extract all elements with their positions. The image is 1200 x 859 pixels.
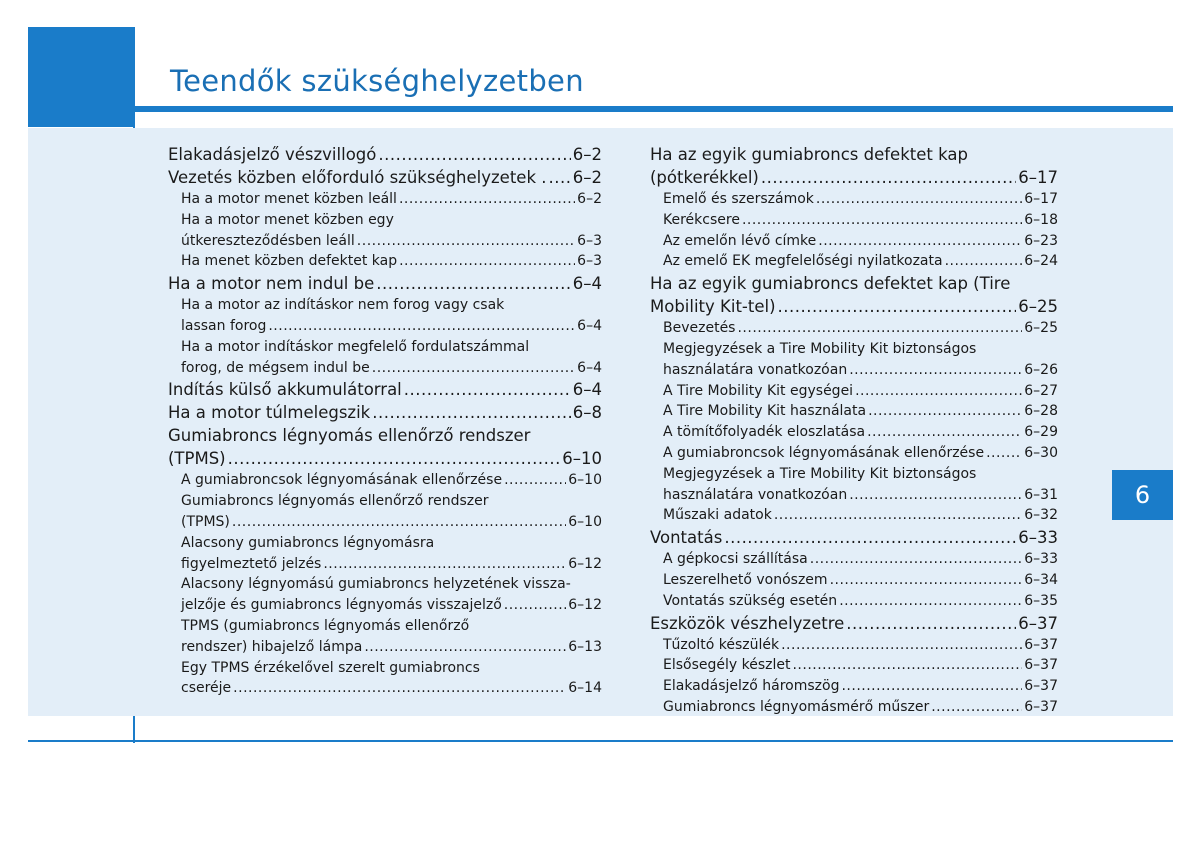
dot-leader [399,189,575,210]
dot-leader [233,678,566,699]
dot-leader [724,526,1016,549]
toc-entry-text: A gumiabroncsok légnyomásának ellenőrzése [663,444,985,461]
toc-entry-text: (pótkerékkel) [650,168,759,187]
toc-entry-text: (TPMS) [168,449,226,469]
toc-entry-text: Leszerelhető vonószem [663,571,828,588]
toc-page-number: 6–37 [1024,657,1058,674]
dot-leader [841,676,1022,697]
toc-entry-text: Megjegyzések a Tire Mobility Kit biztonságos [663,340,977,357]
dot-leader [268,316,575,337]
toc-entry-text: Egy TPMS érzékelővel szerelt gumiabroncs [181,659,480,676]
toc-subentry[interactable] [650,443,1058,464]
toc-entry[interactable] [168,424,602,470]
toc-entry-text: Megjegyzések a Tire Mobility Kit biztonságos [663,465,977,482]
toc-entry-text: Alacsony légnyomású gumiabroncs helyzetének vissza- [181,576,571,593]
dot-leader [855,381,1022,402]
toc-subentry[interactable] [168,470,602,491]
toc-entry-text: A tömítőfolyadék eloszlatása [663,424,866,441]
toc-entry-text: használatára vonatkozóan [663,361,848,378]
dot-leader [846,612,1016,635]
toc-subentry[interactable] [650,549,1058,570]
toc-entry-text: Vezetés közben előforduló szükséghelyzetek . [168,168,547,187]
toc-entry[interactable] [650,143,1058,189]
toc-entry-text: rendszer) hibajelző lámpa [181,638,363,655]
toc-page-number: 6–37 [1024,698,1058,715]
toc-entry-text: Ha a motor menet közben leáll [181,191,397,207]
toc-page-number: 6–4 [572,380,602,400]
toc-entry-text: lassan forog [181,317,267,334]
toc-entry[interactable] [168,272,602,295]
dot-leader [549,166,571,189]
bottom-rule [28,740,1173,742]
toc-subentry[interactable] [168,574,602,616]
toc-page-number: 6–33 [1018,528,1058,548]
toc-page-number: 6–27 [1024,382,1058,399]
toc-page-number: 6–12 [568,555,602,572]
toc-page-number: 6–12 [568,597,602,614]
dot-leader [761,166,1016,189]
toc-page-number: 6–34 [1024,571,1058,588]
dot-leader [849,360,1022,381]
dot-leader [323,554,566,575]
dot-leader [867,422,1022,443]
toc-entry-text: Az emelőn lévő címke [663,232,817,249]
toc-page-number: 6–10 [562,449,602,469]
toc-page-number: 6–4 [572,274,602,294]
toc-entry-text: Kerékcsere [663,211,740,228]
dot-leader [504,595,566,616]
dot-leader [232,512,566,533]
toc-entry-text: jelzője és gumiabroncs légnyomás visszajelző [181,597,502,614]
title-underline [135,106,1173,112]
dot-leader [792,655,1022,676]
toc-page-number: 6–8 [572,403,602,423]
toc-entry-text: Gumiabroncs légnyomásmérő műszer [663,698,930,715]
dot-leader [781,635,1022,656]
toc-entry[interactable] [168,378,602,401]
toc-subentry[interactable] [168,251,602,272]
toc-subentry[interactable] [168,533,602,575]
toc-entry-text: Az emelő EK megfelelőségi nyilatkozata [663,253,943,270]
toc-subentry[interactable] [650,401,1058,422]
toc-page-number: 6–37 [1018,613,1058,633]
dot-leader [504,470,566,491]
toc-entry-text: A gumiabroncsok légnyomásának ellenőrzése [181,472,503,489]
toc-entry-text: Bevezetés [663,320,736,337]
toc-entry[interactable] [650,272,1058,318]
toc-subentry[interactable] [650,635,1058,656]
toc-entry-text: Elsősegély készlet [663,657,791,674]
toc-entry-text: Alacsony gumiabroncs légnyomásra [181,534,435,551]
toc-subentry[interactable] [650,422,1058,443]
toc-page-number: 6–24 [1024,253,1058,270]
toc-subentry[interactable] [650,381,1058,402]
toc-page-number: 6–31 [1024,486,1058,503]
toc-subentry[interactable] [650,505,1058,526]
toc-page-number: 6–3 [577,232,602,249]
toc-page-number: 6–17 [1018,168,1058,187]
toc-subentry[interactable] [650,210,1058,231]
toc-page-number: 6–35 [1024,592,1058,609]
toc-entry-text: Elakadásjelző vészvillogó [168,145,377,164]
toc-page-number: 6–10 [568,513,602,530]
dot-leader [986,443,1022,464]
toc-subentry[interactable] [650,676,1058,697]
page-title: Teendők szükséghelyzetben [170,64,584,98]
toc-column-left [168,143,602,699]
toc-entry-text: Ha a motor az indításkor nem forog vagy csak [181,297,505,314]
toc-subentry[interactable] [650,655,1058,676]
toc-page-number: 6–29 [1024,424,1058,441]
dot-leader [830,570,1023,591]
dot-leader [839,591,1022,612]
toc-entry-text: Ha az egyik gumiabroncs defektet kap (Tire [650,274,1011,294]
toc-page-number: 6–10 [568,472,602,489]
toc-entry-text: figyelmeztető jelzés [181,555,322,572]
toc-page-number: 6–23 [1024,232,1058,249]
toc-column-right [650,143,1058,718]
dot-leader [931,697,1022,718]
dot-leader [372,401,571,424]
dot-leader [228,447,561,470]
toc-entry-text: használatára vonatkozóan [663,486,848,503]
toc-subentry[interactable] [650,318,1058,339]
toc-entry-text: Elakadásjelző háromszög [663,678,840,695]
toc-subentry[interactable] [650,251,1058,272]
toc-entry-text: Ha a motor indításkor megfelelő fordulatszámmal [181,338,530,355]
toc-page-number: 6–37 [1024,636,1058,653]
chapter-header-block [28,27,135,127]
toc-entry-text: Ha az egyik gumiabroncs defektet kap [650,145,968,164]
toc-page-number: 6–2 [572,168,602,187]
toc-page-number: 6–2 [577,191,602,207]
toc-page-number: 6–13 [568,638,602,655]
toc-entry[interactable] [650,526,1058,549]
dot-leader [816,189,1022,210]
toc-entry-text: Emelő és szerszámok [663,191,814,207]
dot-leader [399,251,575,272]
toc-entry-text: Mobility Kit-tel) [650,297,776,317]
toc-page-number: 6–37 [1024,678,1058,695]
toc-page-number: 6–17 [1024,191,1058,207]
toc-entry-text: Indítás külső akkumulátorral [168,380,402,400]
dot-leader [849,485,1022,506]
toc-entry-text: Ha a motor nem indul be [168,274,375,294]
toc-entry-text: (TPMS) [181,513,230,530]
dot-leader [742,210,1022,231]
toc-subentry[interactable] [650,591,1058,612]
dot-leader [778,295,1017,318]
dot-leader [376,272,571,295]
toc-entry[interactable] [168,143,602,166]
toc-subentry[interactable] [650,231,1058,252]
toc-page-number: 6–25 [1018,297,1058,317]
toc-page-number: 6–28 [1024,403,1058,420]
toc-entry[interactable] [168,166,602,189]
toc-page-number: 6–25 [1024,320,1058,337]
dot-leader [737,318,1022,339]
toc-subentry[interactable] [650,697,1058,718]
toc-page-number: 6–18 [1024,211,1058,228]
toc-entry-text: Tűzoltó készülék [663,636,780,653]
toc-page-number: 6–26 [1024,361,1058,378]
toc-subentry[interactable] [650,339,1058,381]
dot-leader [364,637,566,658]
toc-subentry[interactable] [168,491,602,533]
toc-entry-text: TPMS (gumiabroncs légnyomás ellenőrző [181,617,470,634]
toc-entry-text: forog, de mégsem indul be [181,359,370,376]
toc-subentry[interactable] [168,210,602,252]
toc-subentry[interactable] [168,189,602,210]
dot-leader [372,358,575,379]
toc-entry-text: Gumiabroncs légnyomás ellenőrző rendszer [168,426,531,446]
dot-leader [404,378,571,401]
dot-leader [868,401,1022,422]
dot-leader [945,251,1023,272]
toc-entry-text: Vontatás [650,528,723,548]
dot-leader [818,231,1022,252]
toc-page-number: 6–14 [568,680,602,697]
toc-entry-text: Gumiabroncs légnyomás ellenőrző rendszer [181,493,489,510]
toc-entry-text: A Tire Mobility Kit egységei [663,382,854,399]
toc-subentry[interactable] [168,337,602,379]
toc-subentry[interactable] [168,658,602,700]
dot-leader [810,549,1023,570]
toc-page-number: 6–4 [577,317,602,334]
toc-entry-text: útkereszteződésben leáll [181,232,355,249]
toc-entry-text: Eszközök vészhelyzetre [650,613,845,633]
dot-leader [774,505,1022,526]
toc-subentry[interactable] [650,570,1058,591]
toc-page-number: 6–2 [572,145,602,164]
toc-entry-text: A gépkocsi szállítása [663,551,808,568]
toc-entry-text: Műszaki adatok [663,507,772,524]
toc-entry-text: Ha menet közben defektet kap [181,253,398,270]
toc-subentry[interactable] [168,616,602,658]
toc-entry-text: cseréje [181,680,232,697]
toc-subentry[interactable] [650,189,1058,210]
toc-entry-text: Ha a motor menet közben egy [181,211,394,228]
toc-page-number: 6–3 [577,253,602,270]
toc-entry-text: A Tire Mobility Kit használata [663,403,867,420]
toc-entry-text: Ha a motor túlmelegszik [168,403,371,423]
toc-subentry[interactable] [650,464,1058,506]
toc-entry-text: Vontatás szükség esetén [663,592,838,609]
chapter-tab[interactable]: 6 [1112,470,1173,520]
dot-leader [357,231,575,252]
toc-subentry[interactable] [168,295,602,337]
toc-entry[interactable] [168,401,602,424]
toc-page-number: 6–32 [1024,507,1058,524]
toc-page-number: 6–33 [1024,551,1058,568]
toc-page-number: 6–4 [577,359,602,376]
toc-entry[interactable] [650,612,1058,635]
dot-leader [378,143,570,166]
toc-page-number: 6–30 [1024,444,1058,461]
